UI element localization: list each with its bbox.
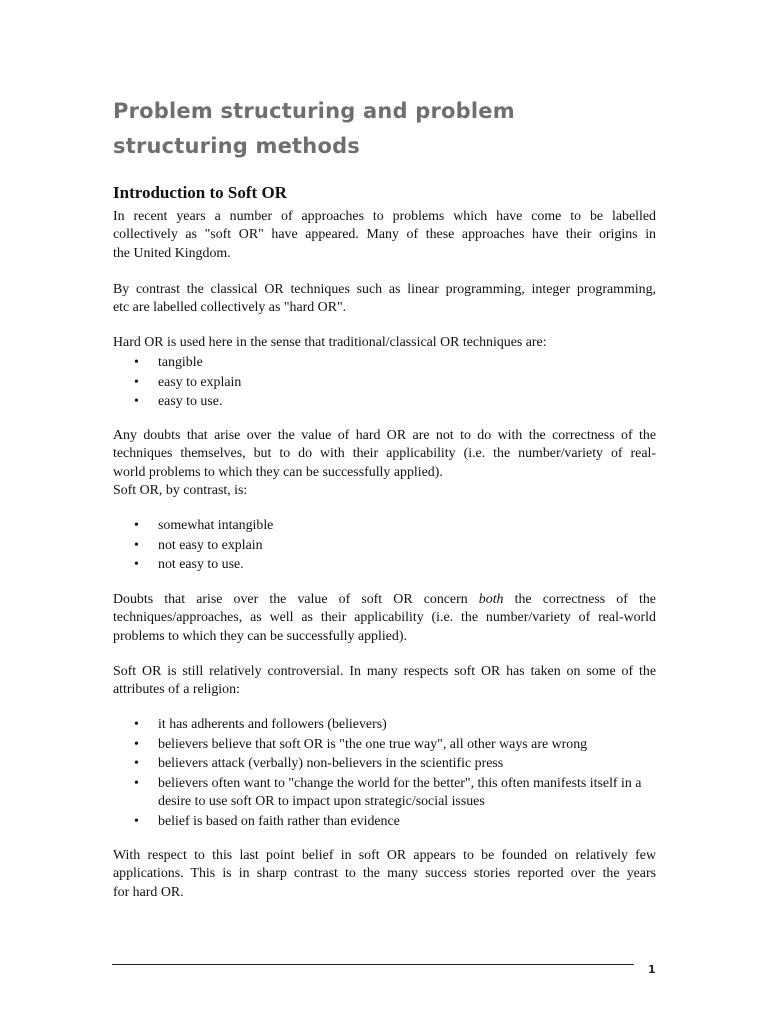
paragraph-line: Soft OR, by contrast, is: — [113, 483, 248, 499]
paragraph-line: the United Kingdom. — [113, 245, 231, 261]
list-item: • believers attack (verbally) non-believers in the scientific press — [134, 756, 504, 772]
list-item: • believers believe that soft OR is "the one true way", all other ways are wrong — [134, 736, 588, 752]
paragraph-line: collectively as "soft OR" have appeared. Many of these approaches have their origins in — [113, 227, 656, 243]
list-item: • somewhat intangible — [134, 518, 274, 533]
paragraph-intro — [113, 208, 656, 263]
paragraph-line: applications. This is in sharp contrast to the many success stories reported over the years — [113, 866, 656, 882]
list-item: • easy to use. — [134, 394, 223, 409]
paragraph-controversial — [113, 663, 656, 700]
list-item: • easy to explain — [134, 374, 242, 390]
paragraph-hard-or — [113, 281, 656, 318]
paragraph-line: By contrast the classical OR techniques such as linear programming, integer programming, — [113, 282, 656, 297]
paragraph-faith — [113, 847, 656, 902]
list-item: • tangible — [134, 355, 203, 370]
list-item: • believers often want to "change the world for the better", this often manifests itself in a desire to use soft OR to impact upon strategic/social issues — [134, 775, 642, 810]
paragraph-line: Any doubts that arise over the value of hard OR are not to do with the correctness of the — [113, 428, 656, 443]
paragraph-line: for hard OR. — [113, 884, 184, 900]
list-item: • not easy to use. — [134, 557, 244, 572]
paragraph-hard-or-sense: Hard OR is used here in the sense that traditional/classical OR techniques are: — [113, 335, 547, 350]
paragraph-line: In recent years a number of approaches to problems which have come to be labelled — [113, 209, 656, 224]
title-line-1: Problem structuring and problem — [113, 99, 515, 123]
paragraph-line: etc are labelled collectively as "hard OR". — [113, 300, 347, 316]
paragraph-line: attributes of a religion: — [113, 682, 240, 698]
paragraph-line: Soft OR is still relatively controversial. In many respects soft OR has taken on some of the — [113, 664, 656, 679]
hard-or-list — [113, 353, 656, 412]
soft-or-list — [113, 516, 656, 575]
page-number: 1 — [648, 963, 656, 976]
title-line-2: structuring methods — [113, 134, 361, 158]
paragraph-line: Doubts that arise over the value of soft OR concern both the correctness of the — [113, 592, 656, 607]
footer-rule — [112, 964, 634, 965]
list-item: • belief is based on faith rather than evidence — [134, 813, 400, 829]
paragraph-line: techniques themselves, but to do with their applicability (i.e. the number/variety of real- — [113, 446, 656, 462]
list-item: • it has adherents and followers (believers) — [134, 717, 387, 732]
religion-list — [113, 716, 656, 833]
emphasis: both — [478, 592, 504, 607]
paragraph-doubts-soft — [113, 591, 656, 646]
section-heading: Introduction to Soft OR — [113, 183, 287, 202]
paragraph-line: techniques/approaches, as well as their applicability (i.e. the number/variety of real-world — [113, 610, 656, 626]
paragraph-line: problems to which they can be successfully applied). — [113, 628, 407, 644]
list-item: • not easy to explain — [134, 537, 263, 553]
paragraph-doubts-hard — [113, 427, 656, 501]
page-title — [113, 94, 673, 164]
paragraph-line: world problems to which they can be successfully applied). — [113, 464, 443, 480]
paragraph-line: With respect to this last point belief in soft OR appears to be founded on relatively few — [113, 848, 656, 863]
